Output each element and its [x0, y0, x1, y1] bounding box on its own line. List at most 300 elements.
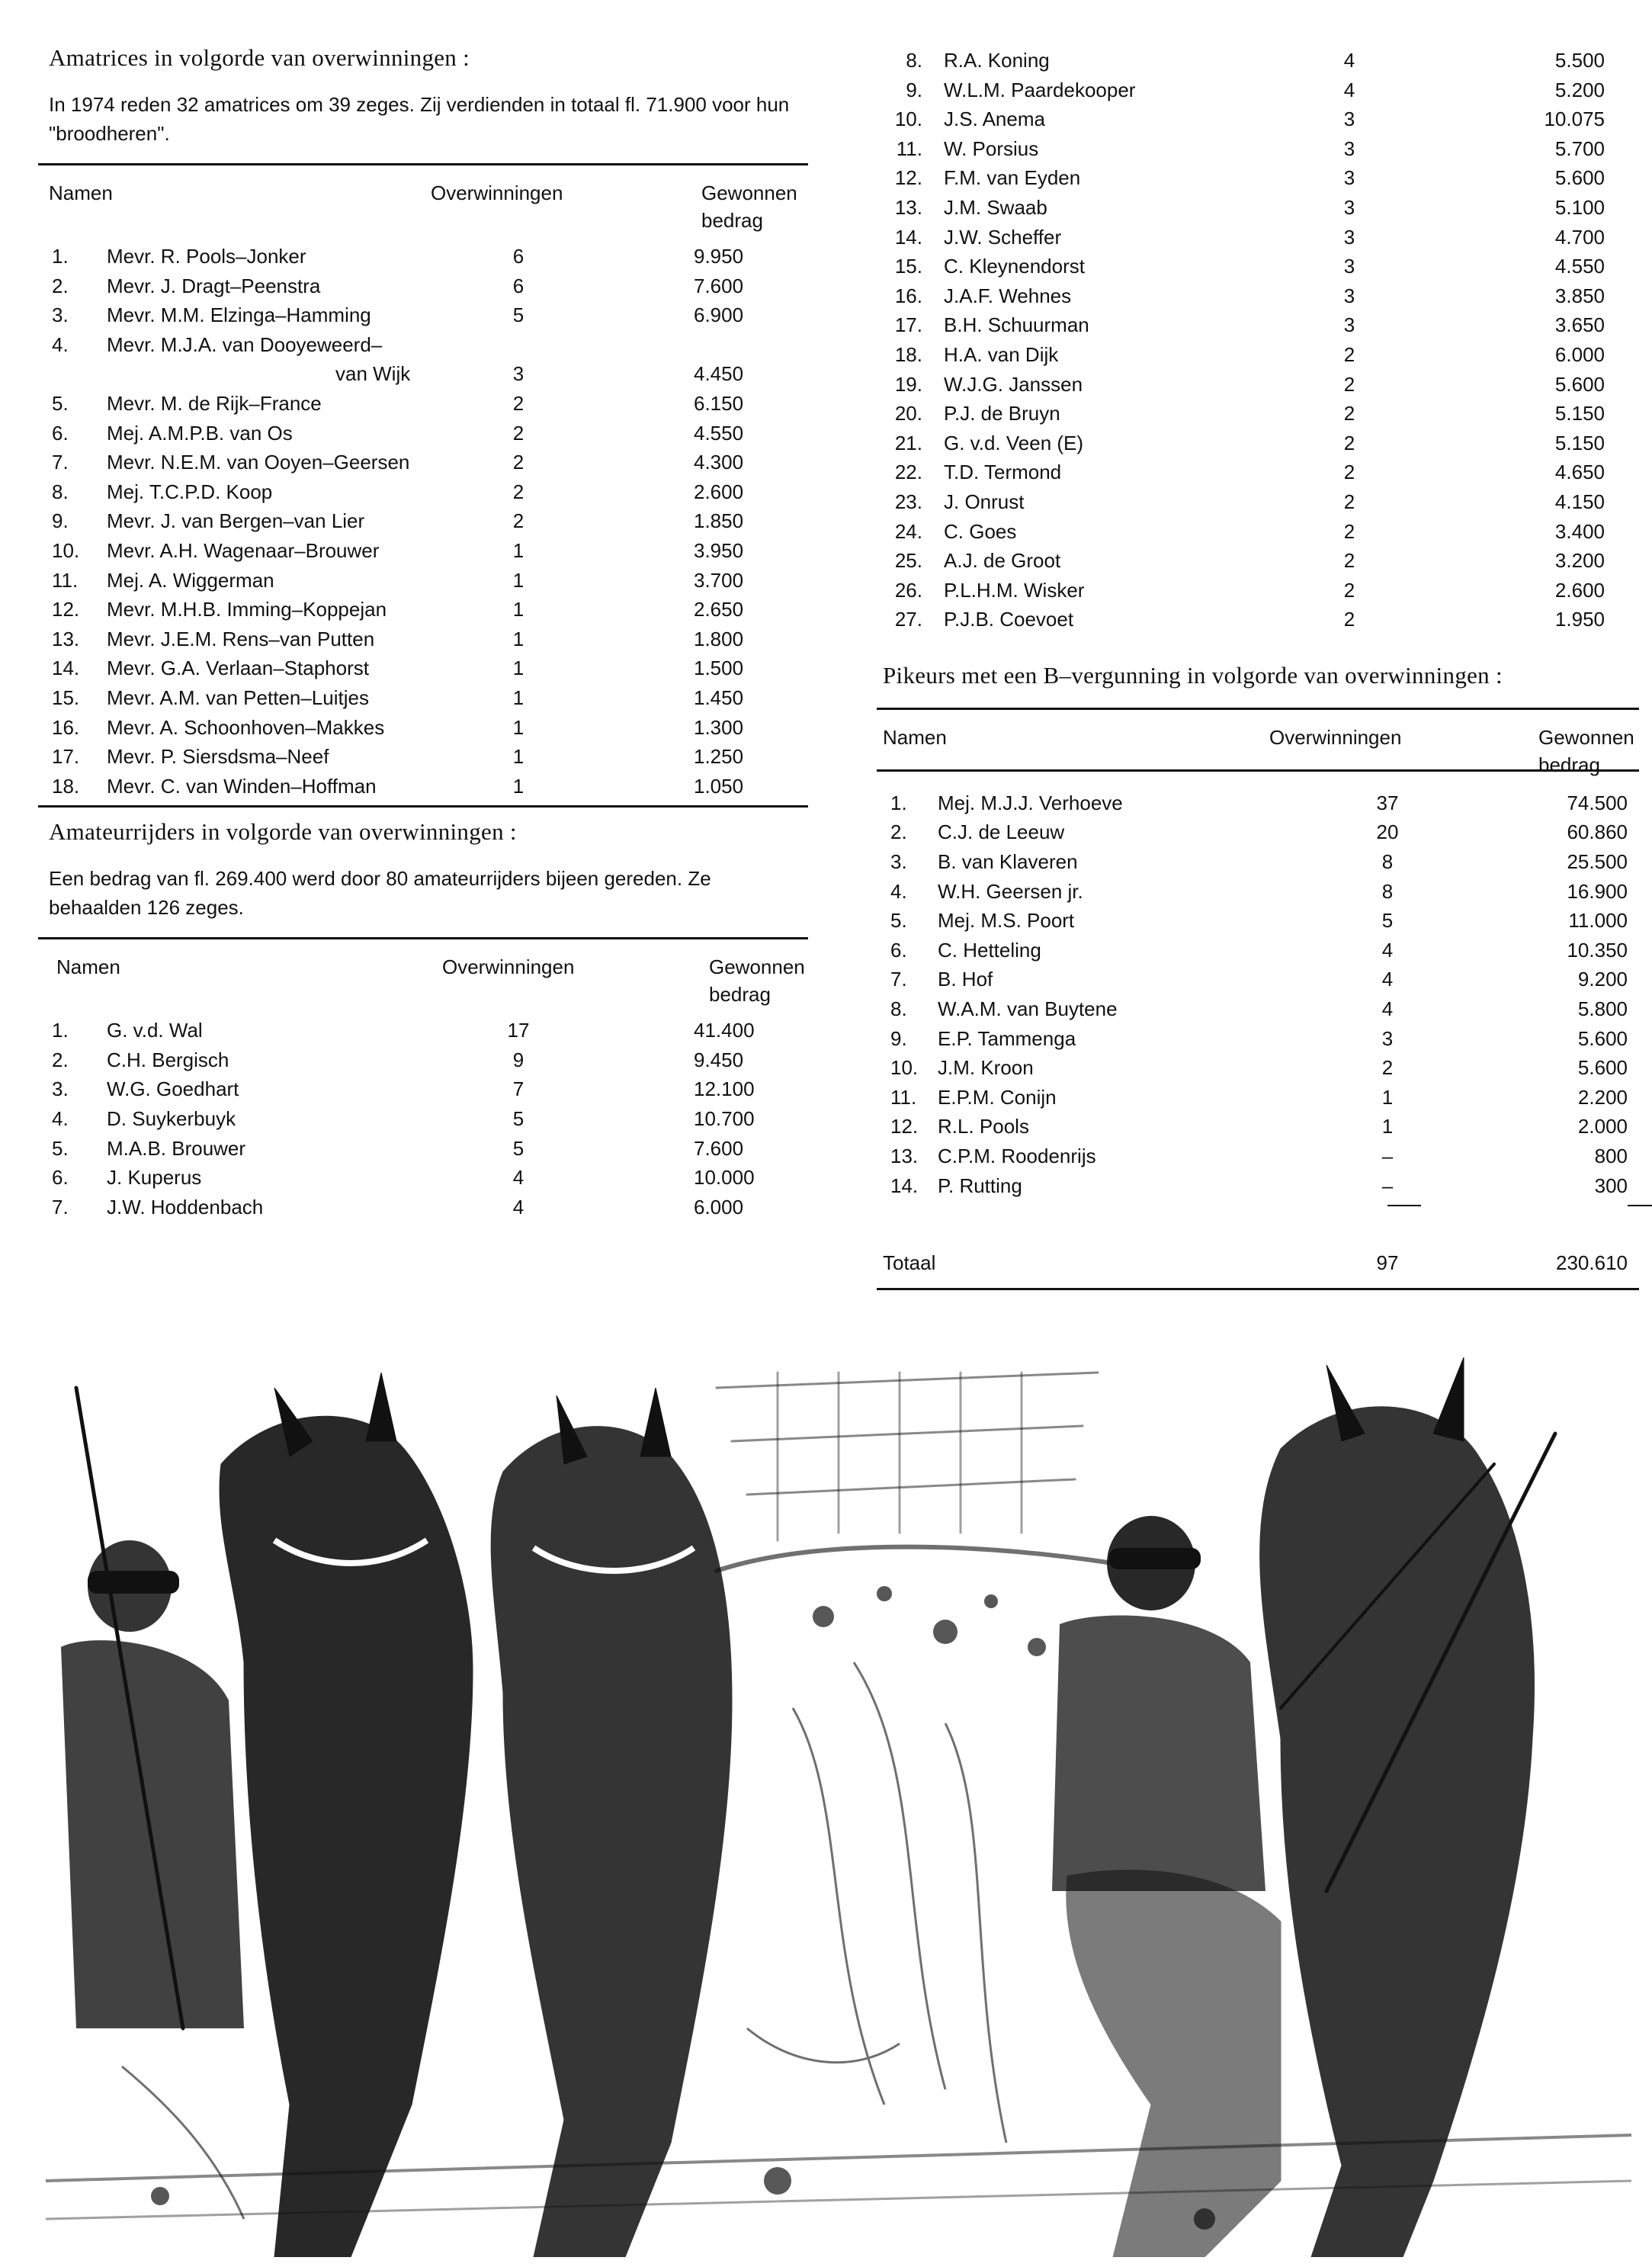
col-name-header: Namen: [49, 181, 113, 204]
cell-wins: 3: [1343, 313, 1355, 337]
pikeurs-sum-rule-row: [877, 1205, 1639, 1235]
cell-wins: 6: [512, 245, 524, 268]
cell-wins: 2: [1343, 608, 1355, 631]
cell-name: A.J. de Groot: [944, 549, 1061, 573]
cell-wins: 2: [512, 421, 524, 445]
table-row: [877, 1083, 1639, 1113]
cell-name: C.P.M. Roodenrijs: [938, 1145, 1096, 1167]
cell-rank: 5.: [52, 391, 69, 415]
cell-wins: 1: [512, 774, 524, 798]
table-row: [877, 193, 1639, 223]
cell-rank: 8.: [52, 480, 69, 503]
cell-amount: 4.150: [1554, 490, 1605, 513]
cell-rank: 27.: [894, 608, 922, 631]
cell-wins: 9: [512, 1048, 524, 1071]
cell-amount: 2.600: [694, 480, 744, 503]
cell-name: D. Suykerbuyk: [107, 1107, 236, 1131]
cell-rank: 17.: [894, 313, 922, 337]
cell-rank: 18.: [894, 342, 922, 366]
cell-amount: 3.700: [694, 568, 744, 592]
col-amount-header-2: bedrag: [709, 983, 771, 1007]
table-row: [877, 340, 1639, 370]
table-row: [877, 1024, 1639, 1054]
cell-wins: 20: [1376, 820, 1399, 844]
cell-name: G. v.d. Wal: [107, 1019, 203, 1042]
amateurrijders-table: [38, 999, 808, 1226]
cell-rank: 7.: [890, 968, 907, 991]
cell-amount: 3.200: [1554, 549, 1605, 573]
cell-rank: 11.: [896, 136, 922, 160]
cell-amount: 3.650: [1554, 313, 1605, 337]
table-row: [38, 772, 808, 801]
cell-rank: 12.: [52, 598, 80, 621]
total-wins: 97: [1376, 1251, 1399, 1274]
col-amount-header-2: bedrag: [701, 209, 763, 232]
cell-rank: 6.: [890, 938, 907, 962]
cell-amount: 3.950: [694, 538, 744, 562]
cell-amount: 4.450: [694, 362, 744, 386]
cell-wins: 1: [512, 686, 524, 709]
cell-wins: 3: [1343, 166, 1355, 190]
cell-name: G. v.d. Veen (E): [944, 431, 1084, 454]
cell-name: Mej. A.M.P.B. van Os: [107, 421, 293, 445]
cell-wins: 2: [1343, 431, 1355, 454]
table-row: [877, 906, 1639, 936]
table-row: [38, 1045, 808, 1075]
amatrices-bottom-rule: [38, 805, 808, 808]
cell-name: Mej. T.C.P.D. Koop: [107, 480, 273, 503]
amateurrijders-heading: Amateurrijders in volgorde van overwinningen :: [49, 818, 517, 846]
cell-amount: 7.600: [694, 274, 744, 297]
table-row: [38, 389, 808, 419]
cell-amount: 10.075: [1544, 108, 1605, 131]
cell-amount: 1.450: [694, 686, 744, 709]
right-column: [877, 37, 1639, 1290]
cell-name: Mevr. C. van Winden–Hoffman: [107, 774, 377, 798]
cell-name: Mevr. M. de Rijk–France: [107, 391, 322, 415]
amateurrijders-table-continued: [877, 37, 1639, 639]
cell-wins: –: [1381, 1174, 1394, 1197]
cell-name: W.A.M. van Buytene: [938, 997, 1118, 1021]
col-amount-header-1: Gewonnen: [709, 955, 805, 979]
table-row: [877, 605, 1639, 634]
cell-name: F.M. van Eyden: [944, 166, 1081, 190]
table-row: [877, 936, 1639, 965]
cell-wins: 3: [1343, 195, 1355, 219]
cell-name: P. Rutting: [938, 1174, 1022, 1197]
table-row: [38, 359, 808, 389]
cell-rank: 1.: [52, 1019, 69, 1042]
cell-amount: 5.600: [1577, 1056, 1628, 1080]
harness-racing-sketch-icon: [46, 1342, 1631, 2257]
table-row: [877, 1053, 1639, 1083]
cell-rank: 11.: [890, 1085, 917, 1109]
cell-rank: 15.: [52, 686, 80, 709]
cell-name: P.J. de Bruyn: [944, 402, 1060, 425]
cell-amount: 2.650: [694, 598, 744, 621]
cell-wins: 1: [512, 657, 524, 680]
cell-amount: 4.700: [1554, 225, 1605, 249]
sum-dash-amount: [1628, 1205, 1652, 1206]
cell-name: M.A.B. Brouwer: [107, 1136, 246, 1160]
col-amount-header: [1538, 724, 1634, 779]
cell-amount: 1.500: [694, 657, 744, 680]
cell-name: E.P.M. Conijn: [938, 1085, 1057, 1109]
cell-rank: 2.: [52, 1048, 69, 1071]
cell-wins: –: [1381, 1145, 1394, 1167]
table-row: [38, 477, 808, 507]
cell-amount: 4.550: [1554, 255, 1605, 278]
cell-amount: 6.150: [694, 391, 744, 415]
cell-wins: 3: [512, 362, 524, 386]
cell-rank: 22.: [894, 461, 922, 484]
cell-rank: 16.: [52, 715, 80, 739]
table-row: [38, 742, 808, 772]
cell-wins: 1: [512, 745, 524, 769]
cell-wins: 6: [512, 274, 524, 297]
cell-rank: 8.: [890, 997, 907, 1021]
cell-rank: 13.: [890, 1145, 919, 1167]
table-row: [38, 683, 808, 713]
table-row: [38, 566, 808, 596]
cell-name: Mej. M.J.J. Verhoeve: [938, 791, 1123, 814]
cell-wins: 3: [1343, 136, 1355, 160]
table-row: [877, 847, 1639, 877]
cell-name: B. Hof: [938, 968, 993, 991]
cell-rank: 9.: [890, 1026, 907, 1050]
cell-name: P.L.H.M. Wisker: [944, 578, 1085, 602]
cell-amount: 25.500: [1567, 850, 1628, 874]
table-row: [38, 271, 808, 301]
cell-rank: 6.: [52, 1166, 69, 1190]
cell-name: E.P. Tammenga: [938, 1026, 1076, 1050]
total-label: Totaal: [883, 1251, 936, 1274]
table-row: [877, 223, 1639, 252]
cell-amount: 2.600: [1554, 578, 1605, 602]
cell-rank: 5.: [52, 1136, 69, 1160]
cell-rank: 20.: [894, 402, 922, 425]
cell-amount: 5.600: [1554, 372, 1605, 396]
cell-wins: 7: [512, 1077, 524, 1101]
cell-wins: 8: [1381, 850, 1394, 874]
cell-rank: 7.: [52, 451, 69, 474]
cell-name: C. Hetteling: [938, 938, 1041, 962]
cell-amount: 1.050: [694, 774, 744, 798]
cell-name: B.H. Schuurman: [944, 313, 1089, 337]
cell-name: W.G. Goedhart: [107, 1077, 239, 1101]
cell-name: C.J. de Leeuw: [938, 820, 1065, 844]
cell-wins: 4: [512, 1195, 524, 1219]
cell-wins: 1: [512, 715, 524, 739]
cell-wins: 2: [1343, 519, 1355, 543]
cell-amount: 5.600: [1554, 166, 1605, 190]
col-amount-header-1: Gewonnen: [1538, 725, 1634, 749]
cell-rank: 1.: [890, 791, 907, 814]
cell-name: J.W. Scheffer: [944, 225, 1062, 249]
cell-rank: 8.: [906, 49, 922, 72]
cell-rank: 21.: [894, 431, 922, 454]
cell-wins: 2: [1381, 1056, 1394, 1080]
cell-wins: 4: [1343, 78, 1355, 101]
cell-rank: 12.: [890, 1115, 919, 1138]
cell-wins: 2: [1343, 461, 1355, 484]
table-row: [877, 104, 1639, 134]
table-row: [38, 1016, 808, 1045]
cell-amount: 60.860: [1567, 820, 1628, 844]
cell-name: Mevr. A.H. Wagenaar–Brouwer: [107, 538, 380, 562]
cell-amount: 5.800: [1577, 997, 1628, 1021]
cell-wins: 2: [512, 451, 524, 474]
cell-amount: 3.850: [1554, 284, 1605, 307]
table-row: [38, 1074, 808, 1104]
cell-rank: 7.: [52, 1195, 69, 1219]
cell-rank: 13.: [52, 627, 80, 650]
cell-rank: 2.: [52, 274, 69, 297]
cell-amount: 5.150: [1554, 402, 1605, 425]
cell-amount: 7.600: [694, 1136, 744, 1160]
cell-amount: 800: [1594, 1145, 1628, 1167]
cell-wins: 5: [512, 1107, 524, 1131]
cell-wins: 2: [1343, 578, 1355, 602]
cell-wins: 2: [1343, 490, 1355, 513]
cell-rank: 14.: [890, 1174, 919, 1197]
cell-rank: 2.: [890, 820, 907, 844]
cell-name: W.L.M. Paardekooper: [944, 78, 1136, 101]
cell-rank: 14.: [894, 225, 922, 249]
cell-rank: 4.: [890, 879, 907, 903]
table-row: [877, 877, 1639, 907]
table-row: [38, 653, 808, 683]
table-row: [877, 458, 1639, 487]
pikeurs-table: [877, 772, 1639, 1205]
cell-name: C. Kleynendorst: [944, 255, 1085, 278]
table-row: [38, 1193, 808, 1222]
cell-wins: 8: [1381, 879, 1394, 903]
cell-rank: 3.: [890, 850, 907, 874]
cell-name: C. Goes: [944, 519, 1017, 543]
col-name-header: Namen: [56, 955, 120, 979]
cell-name: Mevr. M.H.B. Imming–Koppejan: [107, 598, 387, 621]
cell-amount: 5.500: [1554, 49, 1605, 72]
cell-wins: 2: [512, 391, 524, 415]
total-amount: 230.610: [1556, 1251, 1628, 1274]
cell-wins: 3: [1343, 108, 1355, 131]
amateurrijders-header: [38, 939, 808, 1007]
cell-amount: 6.900: [694, 303, 744, 327]
cell-rank: 5.: [890, 909, 907, 933]
pikeurs-total-row: [877, 1248, 1639, 1278]
cell-amount: 74.500: [1567, 791, 1628, 814]
pikeurs-heading: Pikeurs met een B–vergunning in volgorde van overwinningen :: [883, 661, 1503, 689]
cell-wins: 1: [1381, 1085, 1394, 1109]
cell-rank: 19.: [894, 372, 922, 396]
cell-wins: 1: [1381, 1115, 1394, 1138]
cell-name: Mevr. G.A. Verlaan–Staphorst: [107, 657, 369, 680]
table-row: [877, 517, 1639, 547]
cell-rank: 3.: [52, 303, 69, 327]
cell-amount: 4.300: [694, 451, 744, 474]
cell-name: Mevr. P. Siersdsma–Neef: [107, 745, 329, 769]
cell-amount: 10.700: [694, 1107, 755, 1131]
cell-wins: 3: [1343, 284, 1355, 307]
cell-name: Mevr. N.E.M. van Ooyen–Geersen: [107, 451, 410, 474]
cell-wins: 4: [1381, 968, 1394, 991]
cell-rank: 10.: [894, 108, 922, 131]
col-wins-header: Overwinningen: [1269, 725, 1402, 749]
amatrices-intro: In 1974 reden 32 amatrices om 39 zeges. Zij verdienden in totaal fl. 71.900 voor hun "broodheren".: [49, 93, 790, 145]
table-row: [877, 134, 1639, 164]
cell-amount: 5.700: [1554, 136, 1605, 160]
table-row: [877, 1142, 1639, 1171]
cell-rank: 14.: [52, 657, 80, 680]
table-row: [877, 487, 1639, 517]
amatrices-heading: Amatrices in volgorde van overwinningen :: [49, 44, 470, 71]
cell-name: Mevr. J. Dragt–Peenstra: [107, 274, 321, 297]
col-amount-header-2: bedrag: [1538, 753, 1600, 776]
table-row: [877, 788, 1639, 818]
table-row: [38, 1163, 808, 1193]
cell-wins: 3: [1343, 255, 1355, 278]
table-row: [877, 252, 1639, 281]
cell-wins: 37: [1376, 791, 1399, 814]
pikeurs-header: [877, 710, 1639, 776]
cell-amount: 5.200: [1554, 78, 1605, 101]
table-row: [38, 242, 808, 271]
cell-amount: 2.200: [1577, 1085, 1628, 1109]
cell-name: Mevr. A. Schoonhoven–Makkes: [107, 715, 385, 739]
cell-amount: 11.000: [1568, 909, 1628, 933]
cell-amount: 1.850: [694, 509, 744, 533]
table-row: [877, 817, 1639, 847]
table-row: [877, 429, 1639, 458]
cell-wins: 2: [512, 509, 524, 533]
col-amount-header-1: Gewonnen: [701, 181, 797, 204]
table-row: [877, 1112, 1639, 1142]
table-row: [38, 713, 808, 743]
table-row: [877, 370, 1639, 400]
cell-amount: 5.150: [1554, 431, 1605, 454]
cell-name: R.L. Pools: [938, 1115, 1029, 1138]
cell-name: H.A. van Dijk: [944, 342, 1059, 366]
cell-amount: 4.650: [1554, 461, 1605, 484]
col-wins-header: Overwinningen: [431, 181, 563, 204]
cell-amount: 1.250: [694, 745, 744, 769]
cell-amount: 16.900: [1567, 879, 1628, 903]
cell-name: Mevr. M.M. Elzinga–Hamming: [107, 303, 371, 327]
cell-wins: 5: [512, 1136, 524, 1160]
cell-wins: 4: [1343, 49, 1355, 72]
cell-wins: 4: [512, 1166, 524, 1190]
cell-name: Mej. M.S. Poort: [938, 909, 1075, 933]
cell-name: Mevr. M.J.A. van Dooyeweerd–: [107, 332, 383, 356]
table-row: [38, 1104, 808, 1134]
cell-name: Mevr. R. Pools–Jonker: [107, 245, 306, 268]
cell-name: J.A.F. Wehnes: [944, 284, 1072, 307]
cell-rank: 26.: [894, 578, 922, 602]
sum-dash-wins: [1387, 1205, 1421, 1206]
table-row: [38, 595, 808, 625]
table-row: [877, 576, 1639, 605]
cell-wins: 1: [512, 538, 524, 562]
cell-wins: 3: [1381, 1026, 1394, 1050]
amatrices-header: [38, 165, 808, 232]
cell-name: B. van Klaveren: [938, 850, 1078, 874]
table-row: [877, 163, 1639, 193]
cell-rank: 1.: [52, 245, 69, 268]
cell-name: J. Kuperus: [107, 1166, 202, 1190]
cell-amount: 2.000: [1577, 1115, 1628, 1138]
cell-wins: 2: [1343, 342, 1355, 366]
cell-amount: 41.400: [694, 1019, 755, 1042]
cell-rank: 24.: [894, 519, 922, 543]
cell-amount: 1.800: [694, 627, 744, 650]
cell-rank: 6.: [52, 421, 69, 445]
cell-rank: 18.: [52, 774, 80, 798]
table-row: [38, 300, 808, 330]
cell-name: J.M. Swaab: [944, 195, 1047, 219]
cell-wins: 4: [1381, 938, 1394, 962]
cell-wins: 2: [1343, 372, 1355, 396]
table-row: [877, 1171, 1639, 1201]
table-row: [38, 536, 808, 566]
cell-rank: 10.: [52, 538, 80, 562]
cell-amount: 10.350: [1567, 938, 1628, 962]
cell-rank: 17.: [52, 745, 80, 769]
cell-name: T.D. Termond: [944, 461, 1062, 484]
table-row: [38, 419, 808, 448]
amateurrijders-intro: Een bedrag van fl. 269.400 werd door 80 amateurrijders bijeen gereden. Ze behaalden 126 zeges.: [49, 867, 711, 920]
cell-amount: 5.600: [1577, 1026, 1628, 1050]
cell-amount: 1.300: [694, 715, 744, 739]
table-row: [38, 330, 808, 360]
cell-wins: 2: [512, 480, 524, 503]
cell-amount: 9.950: [694, 245, 744, 268]
table-row: [38, 506, 808, 536]
cell-wins: 2: [1343, 402, 1355, 425]
cell-name: W.J.G. Janssen: [944, 372, 1083, 396]
cell-rank: 3.: [52, 1077, 69, 1101]
amatrices-table: [38, 225, 808, 805]
cell-rank: 9.: [52, 509, 69, 533]
table-row: [877, 281, 1639, 311]
cell-wins: 1: [512, 568, 524, 592]
cell-rank: 9.: [906, 78, 922, 101]
table-row: [877, 75, 1639, 105]
cell-name: C.H. Bergisch: [107, 1048, 229, 1071]
cell-amount: 10.000: [694, 1166, 755, 1190]
cell-name: Mevr. J. van Bergen–van Lier: [107, 509, 365, 533]
cell-wins: 17: [507, 1019, 530, 1042]
col-name-header: Namen: [883, 725, 947, 749]
cell-wins: 4: [1381, 997, 1394, 1021]
cell-rank: 4.: [52, 332, 69, 356]
cell-wins: 1: [512, 598, 524, 621]
cell-rank: 11.: [52, 568, 79, 592]
table-row: [877, 46, 1639, 75]
cell-name: W. Porsius: [944, 136, 1039, 160]
cell-name: P.J.B. Coevoet: [944, 608, 1074, 631]
cell-amount: 9.200: [1577, 968, 1628, 991]
cell-name: van Wijk: [335, 362, 411, 386]
cell-wins: 2: [1343, 549, 1355, 573]
table-row: [38, 448, 808, 477]
cell-name: J.W. Hoddenbach: [107, 1195, 264, 1219]
cell-wins: 5: [512, 303, 524, 327]
table-row: [877, 546, 1639, 576]
table-row: [877, 310, 1639, 340]
cell-rank: 25.: [894, 549, 922, 573]
cell-name: J.S. Anema: [944, 108, 1045, 131]
